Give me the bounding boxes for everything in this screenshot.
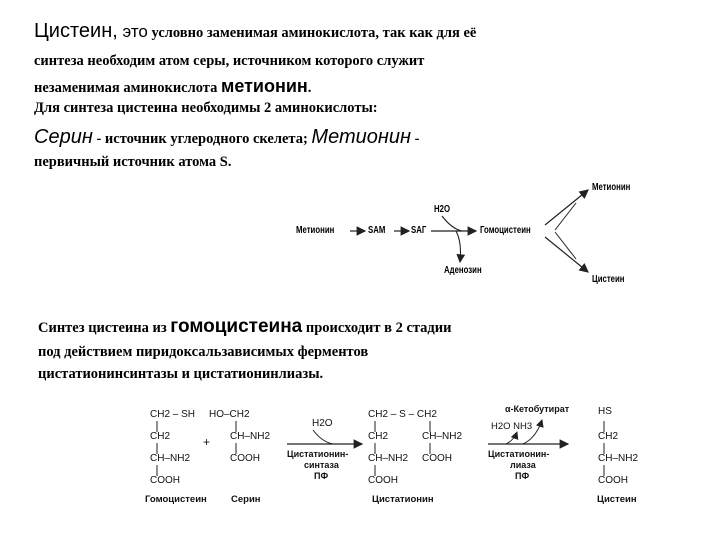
hcy-row3: CH–NH2 [150, 453, 191, 464]
step2-products-curve [506, 432, 517, 444]
cth-row2a: CH2 [368, 431, 389, 442]
synth-text-1b: происходит в 2 стадии [302, 320, 452, 336]
hcy-row4: COOH [150, 475, 180, 486]
cys-row4: COOH [598, 475, 628, 486]
hcy-row2: CH2 [150, 431, 171, 442]
intro-dash: - [411, 131, 420, 147]
cth-name: Цистатионин [372, 494, 434, 505]
cys-row3: CH–NH2 [598, 453, 639, 464]
intro-text-3: незаменимая аминокислота [34, 80, 221, 96]
step2-products: H2O NH3 [491, 421, 533, 432]
s1-homocysteine: Гомоцистеин [480, 225, 531, 236]
step2-ketobutyrate: α-Кетобутират [505, 404, 570, 414]
cys-row2: CH2 [598, 431, 619, 442]
s1-sag: SAГ [411, 225, 427, 236]
term-homocysteine: гомоцистеина [170, 316, 303, 337]
cth-row4: COOH [368, 475, 398, 486]
cth-row1: CH2 – S – CH2 [368, 409, 437, 420]
s1-methionine: Метионин [296, 225, 335, 236]
step2-cofactor: ПФ [515, 471, 530, 481]
synth-text-1a: Синтез цистеина из [38, 320, 171, 336]
intro-line-6: первичный источник атома S. [34, 154, 232, 170]
step2-enzyme-1: Цистатионин- [488, 449, 550, 459]
ser-row1: HO–CH2 [209, 409, 250, 420]
s1-adenosine: Аденозин [444, 265, 482, 276]
cth-row2b: CH–NH2 [422, 431, 463, 442]
ser-name: Серин [231, 494, 261, 505]
term-serine: Серин [34, 126, 93, 148]
intro-line-4: Для синтеза цистеина необходимы 2 аминокислоты: [34, 100, 378, 116]
hcy-name: Гомоцистеин [145, 494, 207, 505]
word-eto: это [117, 22, 148, 41]
term-cysteine: Цистеин, [34, 20, 118, 42]
plus-sign: + [203, 435, 211, 449]
synth-line-3: цистатионинсинтазы и цистатионинлиазы. [38, 366, 324, 382]
step1-water-curve [313, 430, 333, 444]
term-methionine-2: Метионин [311, 126, 412, 148]
step2-enzyme-2: лиаза [510, 460, 536, 470]
step1-enzyme-1: Цистатионин- [287, 449, 349, 459]
s1-out-methionine: Метионин [592, 182, 631, 193]
cys-row1: HS [598, 406, 612, 417]
intro-text-1: условно заменимая аминокислота, так как для её [147, 25, 477, 41]
ser-row2: CH–NH2 [230, 431, 271, 442]
intro-dot: . [307, 80, 312, 96]
cth-row3b: COOH [422, 453, 452, 464]
step1-cofactor: ПФ [314, 471, 329, 481]
synth-line-2: под действием пиридоксальзависимых ферментов [38, 344, 369, 360]
cys-name: Цистеин [597, 494, 637, 505]
s1-sam: SAM [368, 225, 386, 236]
cth-row3a: CH–NH2 [368, 453, 409, 464]
step1-enzyme-2: синтаза [304, 460, 339, 470]
ser-row3: COOH [230, 453, 260, 464]
s1-water: H2O [434, 204, 451, 215]
s1-out-cysteine: Цистеин [592, 274, 625, 285]
step1-water: H2O [312, 418, 333, 429]
intro-line-2: синтеза необходим атом серы, источником которого служит [34, 53, 425, 69]
hcy-row1: CH2 – SH [150, 409, 196, 420]
intro-text-5: - источник углеродного скелета; [92, 131, 312, 147]
term-methionine: метионин [221, 76, 308, 96]
